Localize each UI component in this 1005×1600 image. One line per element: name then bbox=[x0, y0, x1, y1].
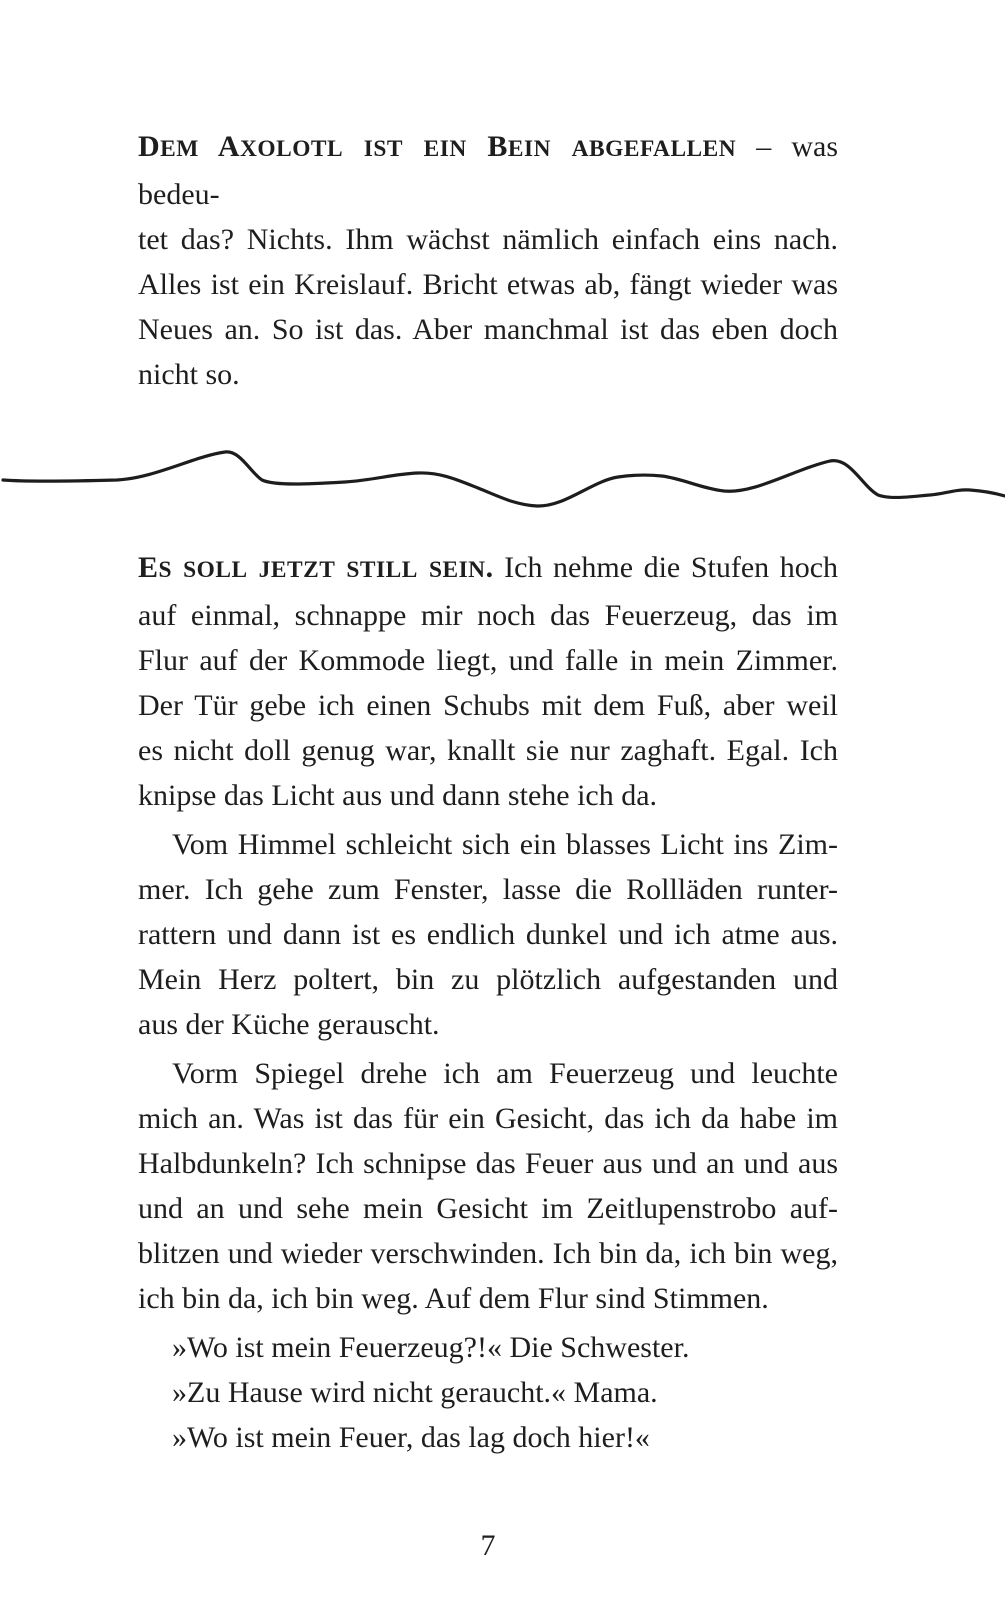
text-line: Der Tür gebe ich einen Schubs mit dem Fuß, aber weil bbox=[138, 689, 838, 722]
leadin-smallcaps: ES SOLL JETZT STILL SEIN. bbox=[138, 551, 494, 584]
text-line: es nicht doll genug war, knallt sie nur zaghaft. Egal. Ich bbox=[138, 734, 838, 767]
text-column-main bbox=[138, 545, 838, 1568]
page-number: 7 bbox=[480, 1529, 496, 1562]
text-line: tet das? Nichts. Ihm wächst nämlich einfach eins nach. bbox=[138, 223, 838, 256]
text-line: Neues an. So ist das. Aber manchmal ist das eben doch bbox=[138, 313, 838, 346]
text-line: »Zu Hause wird nicht geraucht.« Mama. bbox=[172, 1376, 658, 1409]
text-line: Mein Herz poltert, bin zu plötzlich aufgestanden und bbox=[138, 963, 838, 996]
text-line: blitzen und wieder verschwinden. Ich bin da, ich bin weg, bbox=[138, 1237, 838, 1270]
text-line: rattern und dann ist es endlich dunkel und ich atme aus. bbox=[138, 918, 838, 951]
text-line: aus der Küche gerauscht. bbox=[138, 1008, 440, 1041]
text-line: nicht so. bbox=[138, 358, 240, 391]
text-line: Flur auf der Kommode liegt, und falle in mein Zimmer. bbox=[138, 644, 838, 677]
paragraph-vorm-spiegel bbox=[138, 1051, 838, 1321]
text-line: mer. Ich gehe zum Fenster, lasse die Rollläden runter- bbox=[138, 873, 838, 906]
text-line: mich an. Was ist das für ein Gesicht, das ich da habe im bbox=[138, 1102, 838, 1135]
text-line: Vorm Spiegel drehe ich am Feuerzeug und leuchte bbox=[172, 1057, 838, 1090]
text-line: DEM AXOLOTL IST EIN BEIN ABGEFALLEN – was bedeu- bbox=[138, 130, 846, 211]
paragraph-axolotl bbox=[138, 124, 846, 397]
wavy-divider-svg bbox=[0, 428, 1005, 518]
leadin-smallcaps: DEM AXOLOTL IST EIN BEIN ABGEFALLEN bbox=[138, 130, 737, 163]
text-line: Alles ist ein Kreislauf. Bricht etwas ab, fängt wieder was bbox=[138, 268, 838, 301]
text-line: ich bin da, ich bin weg. Auf dem Flur sind Stimmen. bbox=[138, 1282, 769, 1315]
paragraph-still-sein bbox=[138, 545, 838, 818]
text-line: und an und sehe mein Gesicht im Zeitlupenstrobo auf- bbox=[138, 1192, 838, 1225]
text-column-top bbox=[138, 0, 846, 397]
text-line: Vom Himmel schleicht sich ein blasses Licht ins Zim- bbox=[172, 828, 838, 861]
text-line: Halbdunkeln? Ich schnipse das Feuer aus und an und aus bbox=[138, 1147, 838, 1180]
text-line: knipse das Licht aus und dann stehe ich da. bbox=[138, 779, 658, 812]
paragraph-vom-himmel bbox=[138, 822, 838, 1047]
text-line: »Wo ist mein Feuerzeug?!« Die Schwester. bbox=[172, 1331, 690, 1364]
text-line: »Wo ist mein Feuer, das lag doch hier!« bbox=[172, 1421, 650, 1454]
text-line: ES SOLL JETZT STILL SEIN. Ich nehme die Stufen hoch bbox=[138, 551, 839, 584]
wavy-divider bbox=[0, 428, 1005, 518]
wavy-divider-line bbox=[3, 452, 1005, 506]
dialog-lines bbox=[138, 1325, 838, 1460]
text-line: auf einmal, schnappe mir noch das Feuerzeug, das im bbox=[138, 599, 838, 632]
